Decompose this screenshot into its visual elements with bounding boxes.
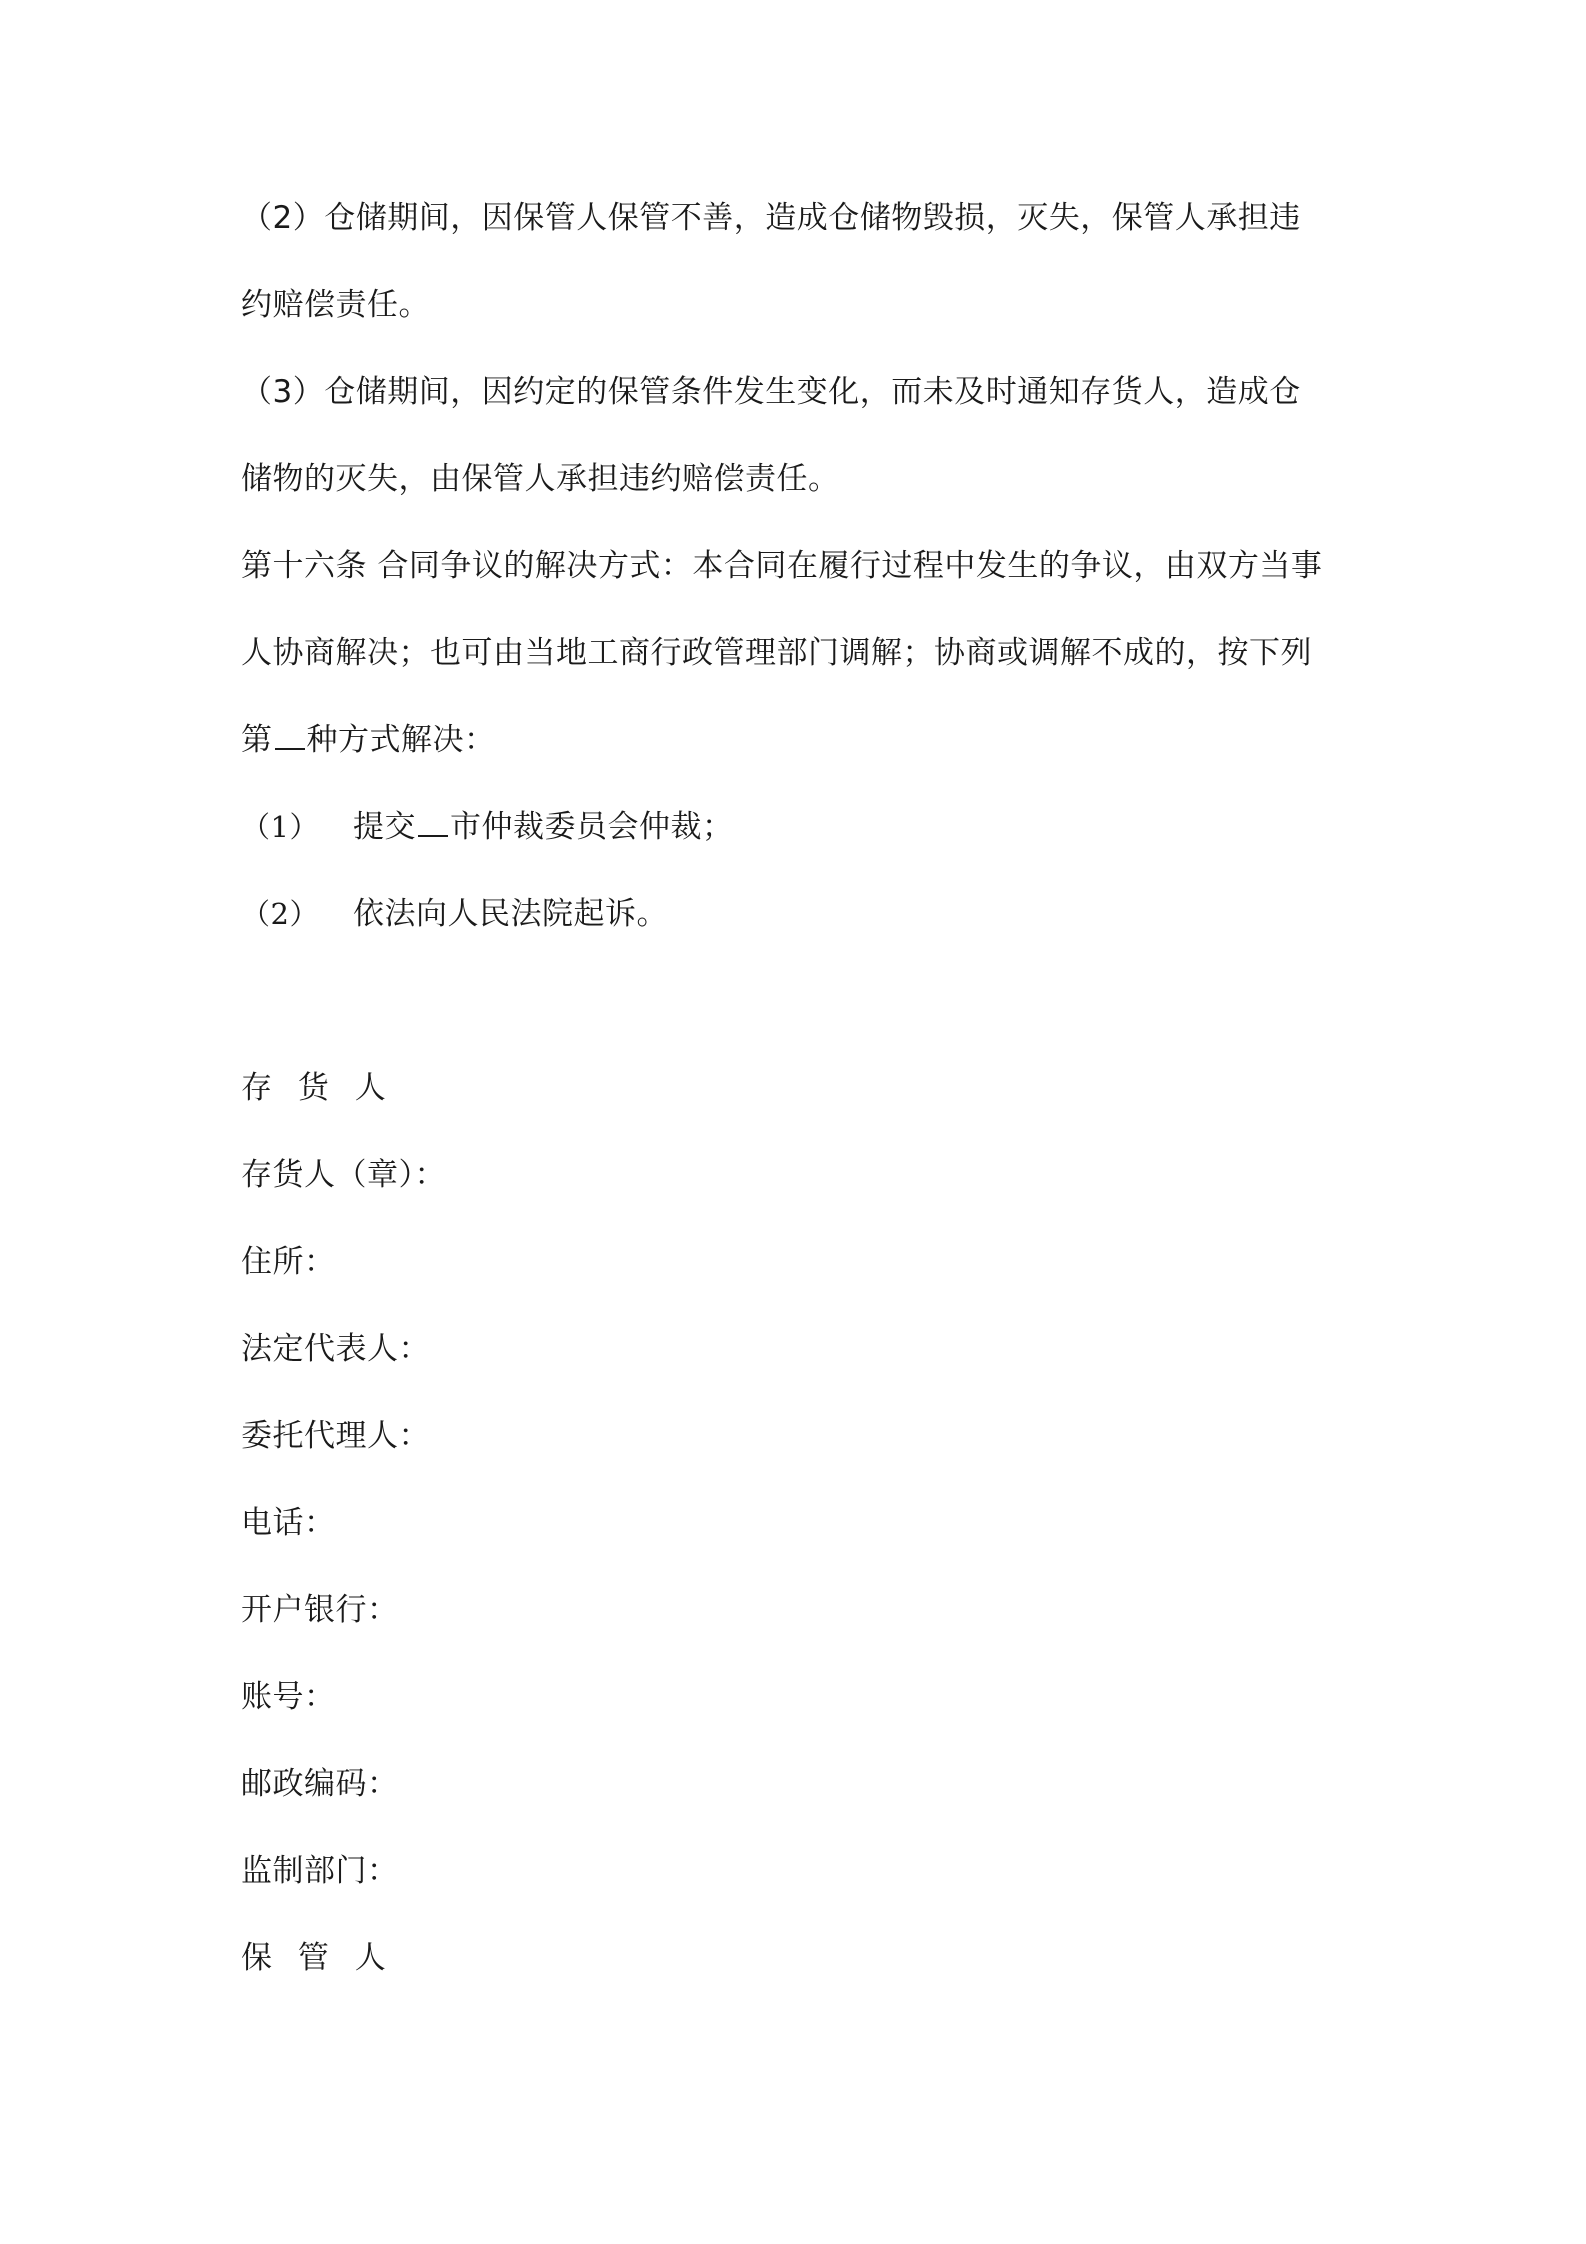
dispute-option-1-prefix: 提交: [353, 809, 416, 845]
article-16-line-3-prefix: 第: [241, 722, 273, 758]
account-field: 账号：: [241, 1679, 336, 1715]
clause-item-2-line-1: （2）仓储期间，因保管人保管不善，造成仓储物毁损，灭失，保管人承担违: [241, 200, 1301, 236]
authorized-agent-field: 委托代理人：: [241, 1418, 430, 1454]
supervising-department-field: 监制部门：: [241, 1853, 399, 1889]
dispute-option-2-text: 依法向人民法院起诉。: [353, 896, 668, 932]
article-16-line-2: 人协商解决；也可由当地工商行政管理部门调解；协商或调解不成的，按下列: [241, 635, 1312, 671]
article-16-line-1: 第十六条 合同争议的解决方式：本合同在履行过程中发生的争议，由双方当事: [241, 548, 1323, 584]
dispute-option-2: [241, 892, 668, 936]
article-16-line-3: [241, 718, 496, 762]
address-field: 住所：: [241, 1244, 336, 1280]
legal-representative-field: 法定代表人：: [241, 1331, 430, 1367]
dispute-option-1: [241, 805, 734, 849]
postcode-field: 邮政编码：: [241, 1766, 399, 1802]
phone-field: 电话：: [241, 1505, 336, 1541]
clause-item-3-line-2: 储物的灭失，由保管人承担违约赔偿责任。: [241, 461, 840, 497]
dispute-option-1-number: （1）: [241, 810, 319, 844]
custodian-heading: 保 管 人: [241, 1940, 394, 1976]
depositor-heading: 存 货 人: [241, 1070, 394, 1106]
article-16-line-3-suffix: 种方式解决：: [306, 722, 496, 758]
clause-item-2-line-2: 约赔偿责任。: [241, 287, 430, 323]
depositor-seal-field: 存货人（章）：: [241, 1157, 446, 1193]
dispute-option-1-suffix: 市仲裁委员会仲裁；: [450, 809, 734, 845]
arbitration-city-blank: [418, 805, 448, 837]
bank-field: 开户银行：: [241, 1592, 399, 1628]
clause-item-3-line-1: （3）仓储期间，因约定的保管条件发生变化，而未及时通知存货人，造成仓: [241, 374, 1301, 410]
method-number-blank: [275, 718, 305, 750]
dispute-option-2-number: （2）: [241, 897, 319, 931]
